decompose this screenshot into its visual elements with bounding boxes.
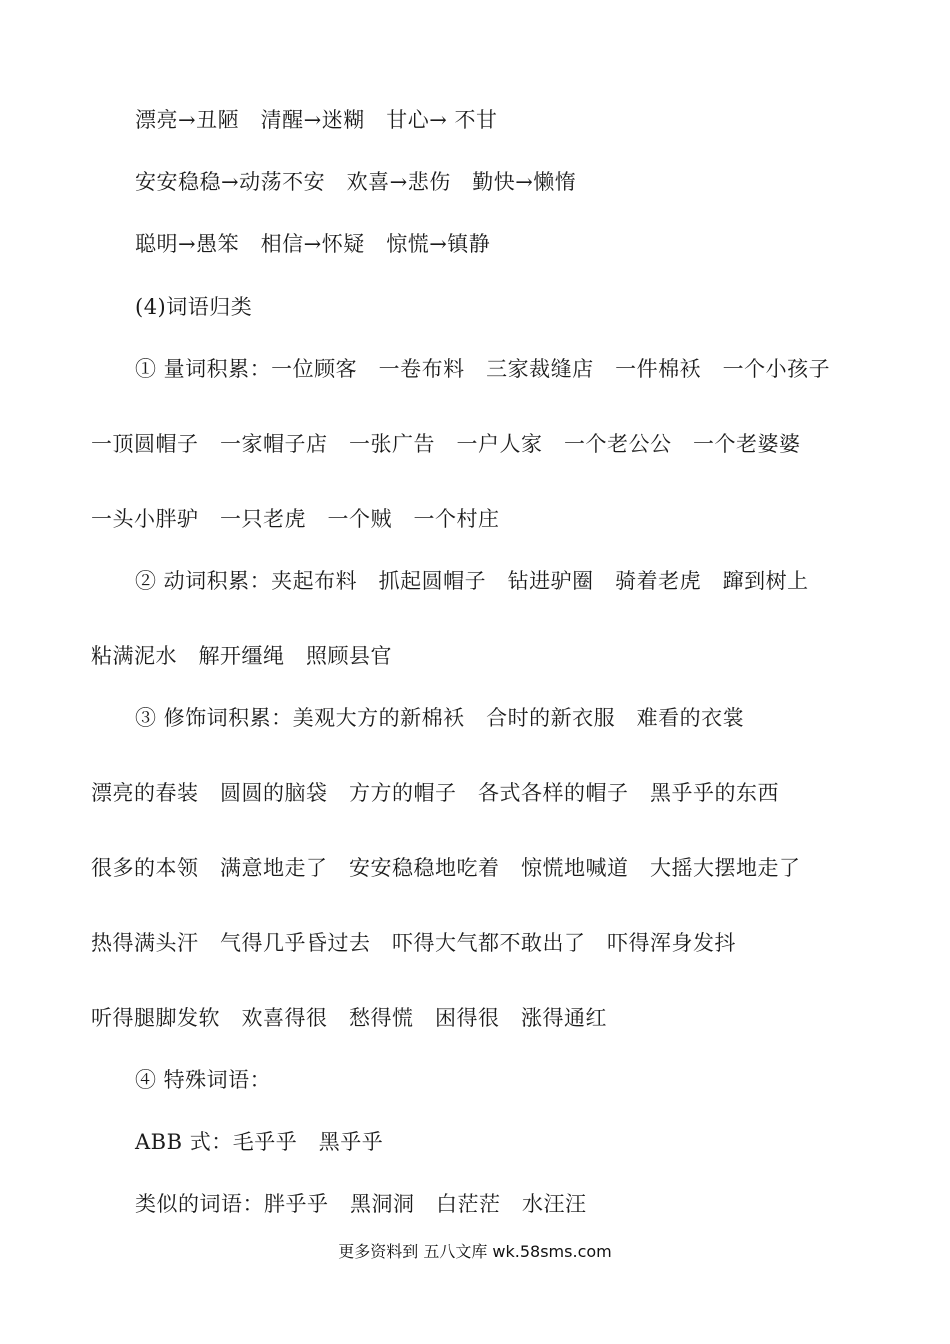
antonym-line-3: 聪明→愚笨 相信→怀疑 惊慌→镇静 bbox=[135, 232, 491, 256]
measure-words-line-2: 一顶圆帽子 一家帽子店 一张广告 一户人家 一个老公公 一个老婆婆 bbox=[91, 432, 801, 456]
similar-words-line: 类似的词语：胖乎乎 黑洞洞 白茫茫 水汪汪 bbox=[135, 1192, 587, 1216]
modifiers-line-5: 听得腿脚发软 欢喜得很 愁得慌 困得很 涨得通红 bbox=[91, 1006, 607, 1030]
antonym-line-2: 安安稳稳→动荡不安 欢喜→悲伤 勤快→懒惰 bbox=[135, 170, 577, 194]
measure-words-line-3: 一头小胖驴 一只老虎 一个贼 一个村庄 bbox=[91, 507, 500, 531]
antonym-line-1: 漂亮→丑陋 清醒→迷糊 甘心→ 不甘 bbox=[135, 108, 498, 132]
modifiers-line-4: 热得满头汗 气得几乎昏过去 吓得大气都不敢出了 吓得浑身发抖 bbox=[91, 931, 736, 955]
special-words-heading: ④ 特殊词语： bbox=[135, 1068, 272, 1092]
verbs-line-2: 粘满泥水 解开缰绳 照顾县官 bbox=[91, 644, 392, 668]
modifiers-line-3: 很多的本领 满意地走了 安安稳稳地吃着 惊慌地喊道 大摇大摆地走了 bbox=[91, 856, 801, 880]
verbs-line-1: ② 动词积累：夹起布料 抓起圆帽子 钻进驴圈 骑着老虎 蹿到树上 bbox=[135, 569, 809, 593]
measure-words-line-1: ① 量词积累：一位顾客 一卷布料 三家裁缝店 一件棉袄 一个小孩子 bbox=[135, 357, 831, 381]
abb-pattern-line: ABB 式：毛乎乎 黑乎乎 bbox=[135, 1130, 384, 1154]
modifiers-line-1: ③ 修饰词积累：美观大方的新棉袄 合时的新衣服 难看的衣裳 bbox=[135, 706, 745, 730]
modifiers-line-2: 漂亮的春装 圆圆的脑袋 方方的帽子 各式各样的帽子 黑乎乎的东西 bbox=[91, 781, 779, 805]
footer-source-link[interactable]: 更多资料到 五八文库 wk.58sms.com bbox=[338, 1242, 612, 1261]
section-heading-word-classification: (4)词语归类 bbox=[135, 295, 253, 319]
